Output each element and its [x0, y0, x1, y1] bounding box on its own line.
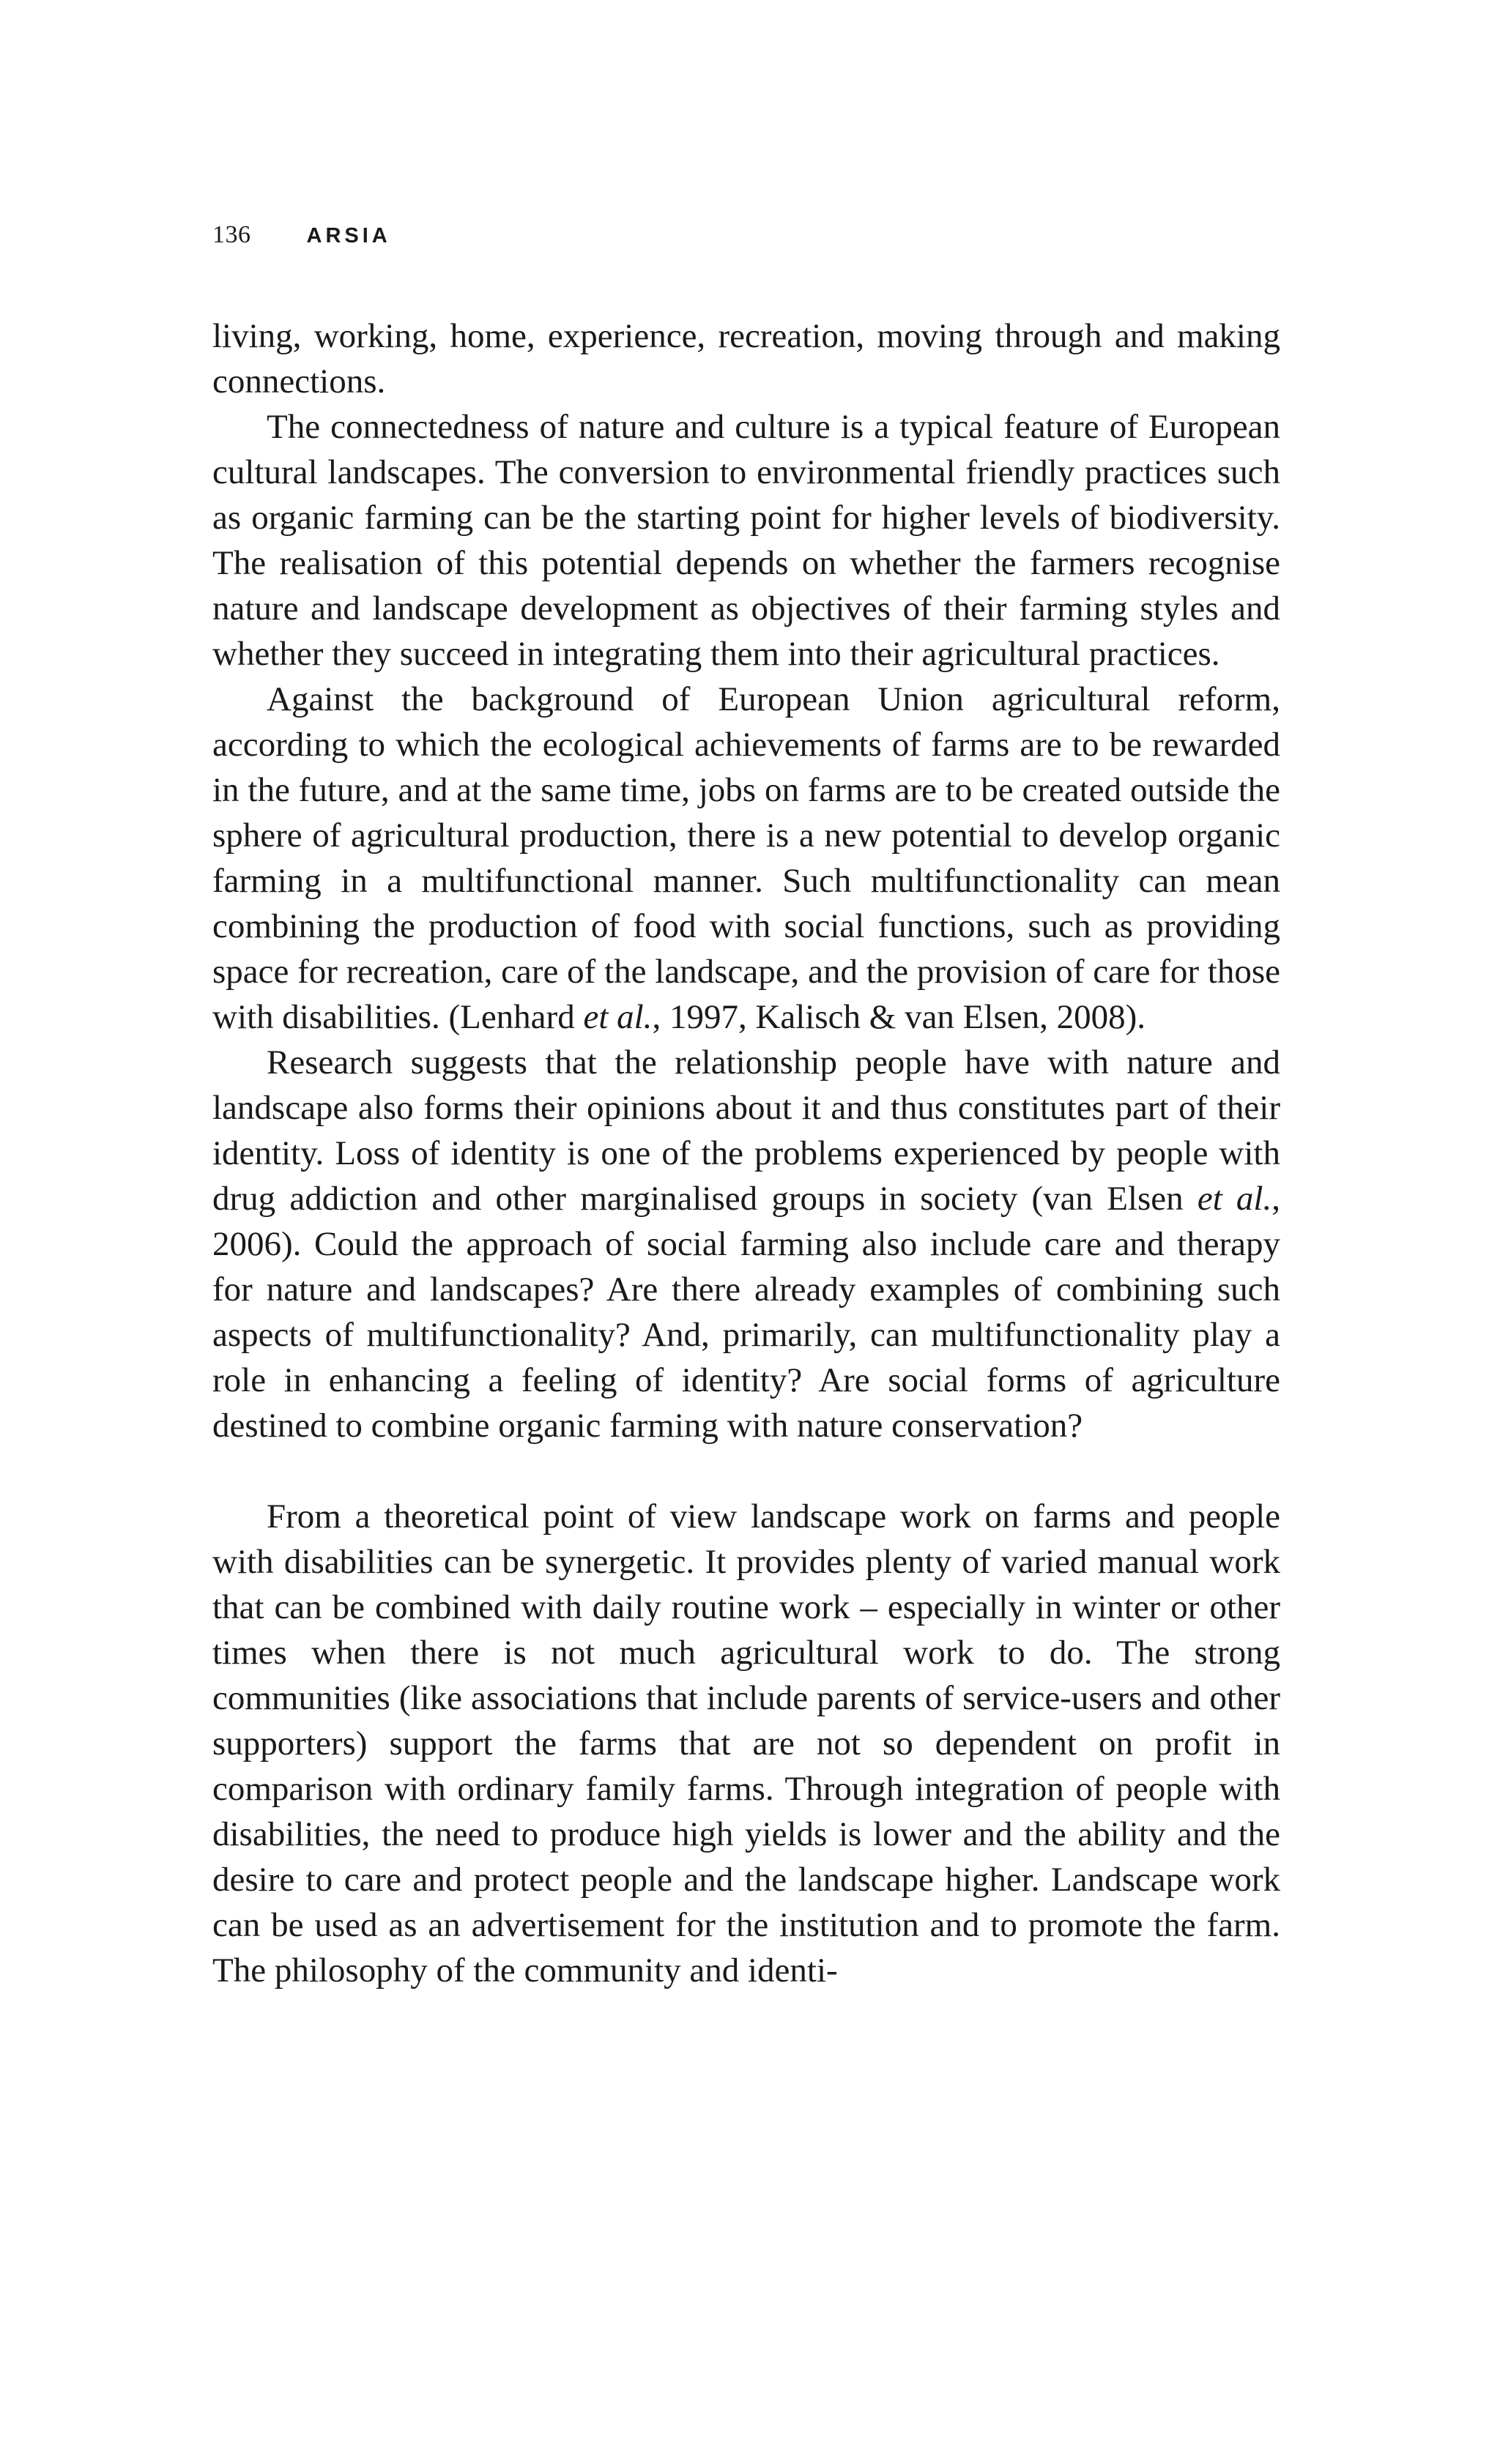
- citation-emphasis: et al.: [1197, 1180, 1272, 1218]
- running-header: [212, 221, 391, 258]
- citation-emphasis: et al.: [583, 998, 653, 1036]
- paragraph-text: Against the background of European Union agricultural reform, according to which the ecological achievements of farms are to be rewarded in the future, and at the same time, jobs on farms are to be created outside the sphere of agricultural production, there is a new potential to develop organic farming in a multifunctional manner. Such multifunctionality can mean combining the production of food with social functions, such as providing space for recreation, care of the landscape, and the provision of care for those with disabilities. (Lenhard: [212, 680, 1280, 1036]
- paragraph-theoretical: [212, 1494, 1280, 1993]
- paragraph-text: Research suggests that the relationship people have with nature and landscape also forms their opinions about it and thus constitutes part of their identity. Loss of identity is one of the problems experienced by people with drug addiction and other marginalised groups in society (van Elsen: [212, 1043, 1280, 1218]
- body-text: [212, 313, 1280, 1993]
- paragraph-research: [212, 1040, 1280, 1448]
- paragraph-continuation: [212, 313, 1280, 404]
- paragraph-eu-reform: [212, 677, 1280, 1040]
- page-number: 136: [212, 221, 251, 248]
- paragraph-text: , 1997, Kalisch & van Elsen, 2008).: [652, 998, 1146, 1036]
- paragraph-connectedness: [212, 404, 1280, 677]
- paragraph-text: , 2006). Could the approach of social farming also include care and therapy for nature and landscapes? Are there already examples of combining such aspects of multifunctionality? And, primarily, can multifunctionality play a role in enhancing a feeling of identity? Are social forms of agriculture destined to combine organic farming with nature conservation?: [212, 1180, 1280, 1445]
- journal-name: ARSIA: [306, 224, 391, 247]
- paragraph-text: The connectedness of nature and culture is a typical feature of European cultural landscapes. The conversion to environmental friendly practices such as organic farming can be the starting point for higher levels of biodiversity. The realisation of this potential depends on whether the farmers recognise nature and landscape development as objectives of their farming styles and whether they succeed in integrating them into their agricultural practices.: [212, 408, 1280, 673]
- paragraph-text: living, working, home, experience, recreation, moving through and making connections.: [212, 317, 1280, 401]
- paragraph-text: From a theoretical point of view landscape work on farms and people with disabilities can be synergetic. It provides plenty of varied manual work that can be combined with daily routine work – especially in winter or other times when there is not much agricultural work to do. The strong communities (like associations that include parents of service-users and other supporters) support the farms that are not so dependent on profit in comparison with ordinary family farms. Through integration of people with disabilities, the need to produce high yields is lower and the ability and the desire to care and protect people and the landscape higher. Landscape work can be used as an advertisement for the institution and to promote the farm. The philosophy of the community and identi-: [212, 1497, 1280, 1990]
